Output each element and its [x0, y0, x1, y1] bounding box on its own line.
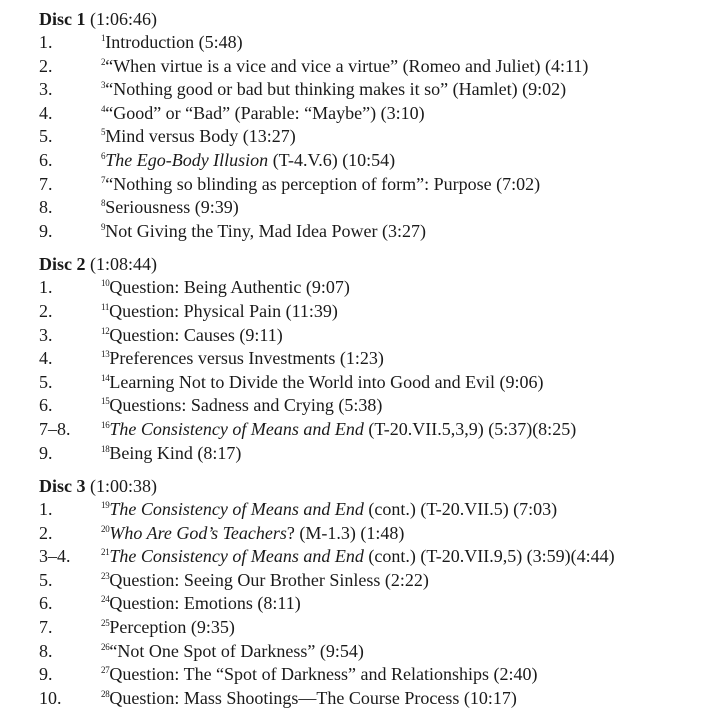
- track-number: 9.: [39, 442, 53, 463]
- track-index-superscript: 6: [101, 150, 106, 161]
- track-number: 5.: [39, 371, 53, 392]
- track-index-superscript: 27: [101, 665, 110, 676]
- track-index-superscript: 4: [101, 103, 106, 114]
- track-index-superscript: 9: [101, 221, 106, 232]
- track-title: [101, 125, 720, 149]
- disc-section: [39, 475, 720, 710]
- track-index-superscript: 24: [101, 594, 110, 605]
- track-index-superscript: 12: [101, 325, 110, 336]
- track-index-superscript: 28: [101, 688, 110, 699]
- track-title-text: Learning Not to Divide the World into Good and Evil (9:06): [109, 371, 544, 392]
- track-row: [39, 394, 720, 418]
- track-title-text: Questions: Sadness and Crying (5:38): [109, 395, 383, 416]
- track-row: [39, 687, 720, 711]
- track-number: 7.: [39, 617, 53, 638]
- track-title-italic-text: The Consistency of Means and End: [109, 546, 364, 567]
- track-title: [101, 394, 720, 418]
- track-row: [39, 102, 720, 126]
- track-index-superscript: 1: [101, 33, 106, 43]
- track-row: [39, 663, 720, 687]
- track-title-text: (T-20.VII.5,3,9) (5:37)(8:25): [363, 418, 577, 439]
- track-title-text: Introduction (5:48): [105, 32, 243, 52]
- track-title-text: ? (M-1.3) (1:48): [286, 522, 405, 543]
- track-number: 3–4.: [39, 546, 71, 567]
- track-number: 4.: [39, 348, 53, 369]
- track-title: [101, 31, 720, 55]
- track-row: [39, 545, 720, 569]
- track-index-superscript: 20: [101, 523, 110, 534]
- track-title: [101, 173, 720, 197]
- track-title-text: Question: Emotions (8:11): [109, 593, 301, 614]
- track-title-text: Preferences versus Investments (1:23): [109, 348, 384, 369]
- track-title: [101, 687, 720, 711]
- track-index-superscript: 23: [101, 570, 110, 581]
- track-row: [39, 55, 720, 79]
- track-index-superscript: 8: [101, 198, 106, 209]
- track-row: [39, 300, 720, 324]
- track-title: [101, 347, 720, 371]
- track-row: [39, 347, 720, 371]
- track-number: 8.: [39, 640, 53, 661]
- track-index-superscript: 13: [101, 349, 110, 360]
- track-title-text: Seriousness (9:39): [105, 197, 239, 218]
- track-title-text: “Nothing so blinding as perception of form”: Purpose (7:02): [105, 173, 541, 194]
- track-index-superscript: 19: [101, 500, 110, 511]
- track-title-text: (cont.) (T-20.VII.5) (7:03): [363, 499, 558, 520]
- track-row: [39, 149, 720, 173]
- track-title-text: Question: The “Spot of Darkness” and Relationships (2:40): [109, 664, 538, 685]
- track-number: 5.: [39, 569, 53, 590]
- track-index-superscript: 3: [101, 80, 106, 91]
- track-number: 6.: [39, 395, 53, 416]
- track-title-text: Question: Physical Pain (11:39): [109, 300, 338, 321]
- track-number: 1.: [39, 499, 53, 520]
- track-title: [101, 663, 720, 687]
- track-row: [39, 173, 720, 197]
- track-index-superscript: 26: [101, 641, 110, 652]
- track-title: [101, 371, 720, 395]
- track-row: [39, 592, 720, 616]
- track-title-text: “Not One Spot of Darkness” (9:54): [109, 640, 364, 661]
- disc-title: Disc 3: [39, 476, 86, 497]
- track-index-superscript: 15: [101, 396, 110, 407]
- track-title: [101, 276, 720, 300]
- disc-duration: (1:06:46): [85, 9, 157, 29]
- track-index-superscript: 18: [101, 443, 110, 454]
- track-title-italic-text: The Ego-Body Illusion: [105, 149, 269, 170]
- disc-list: [39, 8, 720, 710]
- track-title-text: Being Kind (8:17): [109, 442, 242, 463]
- track-row: [39, 371, 720, 395]
- track-row: [39, 196, 720, 220]
- track-index-superscript: 11: [101, 301, 110, 312]
- track-number: 10.: [39, 687, 62, 708]
- track-number: 2.: [39, 300, 53, 321]
- track-title: [101, 616, 720, 640]
- track-number: 3.: [39, 79, 53, 100]
- track-index-superscript: 5: [101, 127, 106, 138]
- track-index-superscript: 7: [101, 174, 106, 185]
- track-number: 6.: [39, 149, 53, 170]
- track-title-text: “When virtue is a vice and vice a virtue” (Romeo and Juliet) (4:11): [105, 55, 589, 76]
- track-title-text: Question: Mass Shootings—The Course Process (10:17): [109, 687, 517, 708]
- track-index-superscript: 14: [101, 372, 110, 383]
- track-title-text: Question: Causes (9:11): [109, 324, 283, 345]
- track-index-superscript: 10: [101, 278, 110, 289]
- disc-section: [39, 253, 720, 465]
- track-row: [39, 31, 720, 55]
- track-number: 1.: [39, 277, 53, 298]
- track-row: [39, 522, 720, 546]
- track-title: [101, 418, 720, 442]
- track-title: [101, 640, 720, 664]
- track-title-text: “Nothing good or bad but thinking makes it so” (Hamlet) (9:02): [105, 79, 567, 100]
- track-title: [101, 149, 720, 173]
- disc-header: [39, 8, 720, 31]
- track-number: 9.: [39, 220, 53, 241]
- track-row: [39, 125, 720, 149]
- track-number: 4.: [39, 102, 53, 123]
- track-title-text: Mind versus Body (13:27): [105, 126, 296, 147]
- track-row: [39, 442, 720, 466]
- disc-duration: (1:00:38): [85, 476, 157, 497]
- track-title: [101, 498, 720, 522]
- track-title: [101, 324, 720, 348]
- track-title: [101, 442, 720, 466]
- track-title: [101, 522, 720, 546]
- track-row: [39, 616, 720, 640]
- track-row: [39, 569, 720, 593]
- track-title: [101, 569, 720, 593]
- track-title-text: Question: Seeing Our Brother Sinless (2:22): [109, 569, 429, 590]
- disc-duration: (1:08:44): [85, 254, 157, 275]
- track-number: 2.: [39, 522, 53, 543]
- track-number: 7–8.: [39, 418, 71, 439]
- track-title: [101, 300, 720, 324]
- track-number: 9.: [39, 664, 53, 685]
- disc-title: Disc 1: [39, 9, 86, 29]
- track-row: [39, 276, 720, 300]
- track-title-text: “Good” or “Bad” (Parable: “Maybe”) (3:10): [105, 102, 425, 123]
- track-title: [101, 78, 720, 102]
- disc-header: [39, 253, 720, 276]
- track-title-text: (T-4.V.6) (10:54): [268, 149, 396, 170]
- disc-header: [39, 475, 720, 498]
- track-index-superscript: 16: [101, 419, 110, 430]
- track-number: 6.: [39, 593, 53, 614]
- track-title: [101, 55, 720, 79]
- track-title: [101, 220, 720, 244]
- track-title: [101, 196, 720, 220]
- track-row: [39, 418, 720, 442]
- disc-section: [39, 8, 720, 243]
- track-title-text: (cont.) (T-20.VII.9,5) (3:59)(4:44): [363, 546, 615, 567]
- track-title: [101, 592, 720, 616]
- track-number: 2.: [39, 55, 53, 76]
- disc-title: Disc 2: [39, 254, 86, 275]
- track-row: [39, 640, 720, 664]
- track-number: 3.: [39, 324, 53, 345]
- track-title-text: Question: Being Authentic (9:07): [109, 277, 350, 298]
- track-title: [101, 102, 720, 126]
- track-row: [39, 498, 720, 522]
- track-title-italic-text: Who Are God’s Teachers: [109, 522, 287, 543]
- track-title-italic-text: The Consistency of Means and End: [109, 418, 364, 439]
- track-number: 1.: [39, 32, 53, 52]
- track-title-text: Perception (9:35): [109, 617, 235, 638]
- track-title-italic-text: The Consistency of Means and End: [109, 499, 364, 520]
- track-number: 8.: [39, 197, 53, 218]
- track-row: [39, 220, 720, 244]
- track-title-text: Not Giving the Tiny, Mad Idea Power (3:27): [105, 220, 427, 241]
- track-row: [39, 78, 720, 102]
- track-number: 7.: [39, 173, 53, 194]
- track-index-superscript: 21: [101, 547, 110, 558]
- track-index-superscript: 2: [101, 56, 106, 67]
- track-row: [39, 324, 720, 348]
- track-title: [101, 545, 720, 569]
- track-index-superscript: 25: [101, 618, 110, 629]
- track-number: 5.: [39, 126, 53, 147]
